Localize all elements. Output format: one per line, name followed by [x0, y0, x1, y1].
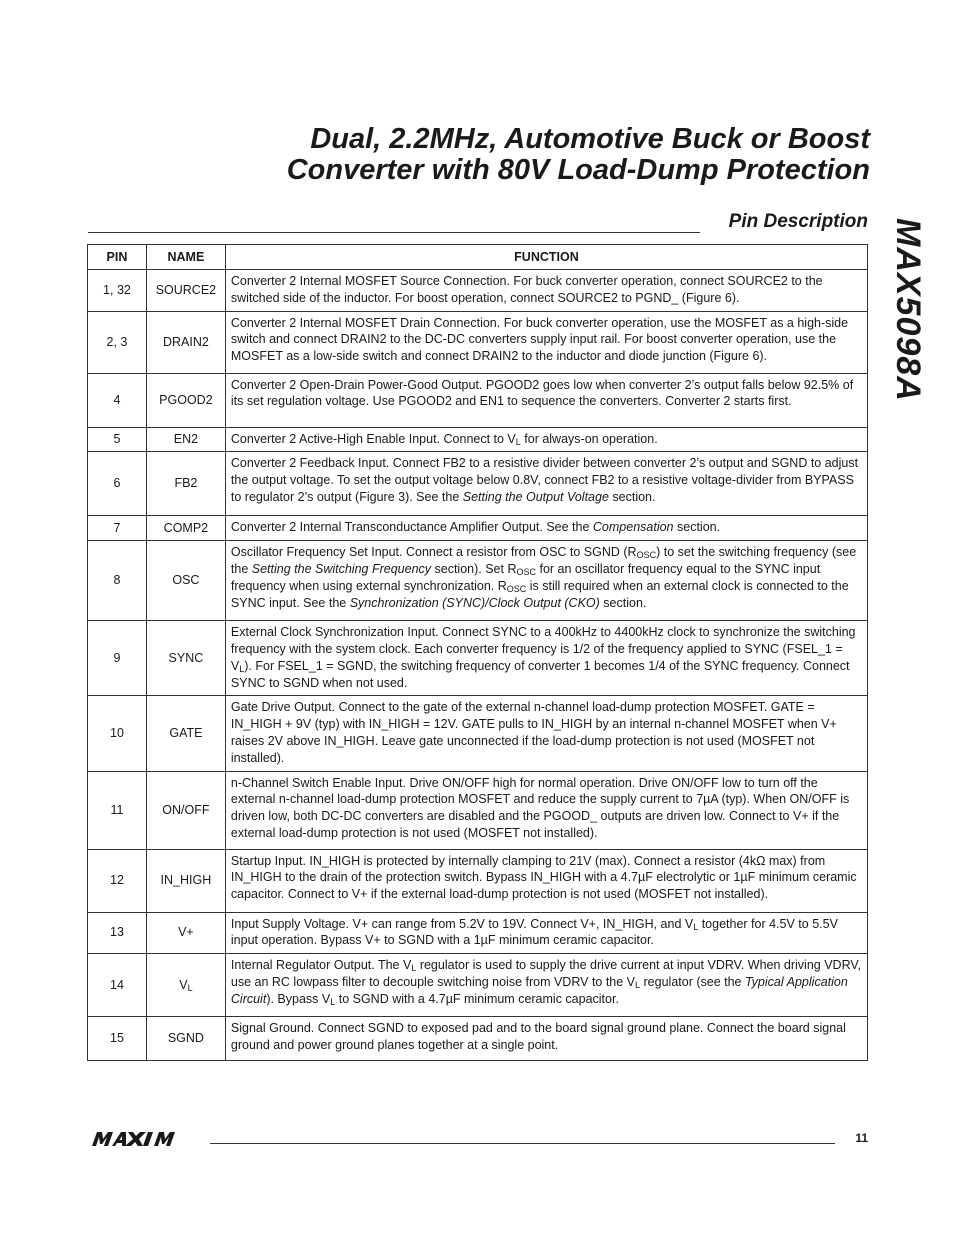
table-row — [88, 1017, 868, 1061]
pin-name: FB2 — [146, 452, 225, 516]
pin-number: 7 — [88, 516, 147, 541]
pin-name: ON/OFF — [146, 771, 225, 849]
table-row — [88, 541, 868, 621]
pin-number: 2, 3 — [88, 311, 147, 373]
table-row — [88, 373, 868, 427]
page-number: 11 — [855, 1131, 868, 1145]
pin-function: Signal Ground. Connect SGND to exposed pad and to the board signal ground plane. Connect the board signal ground and power ground planes together at a single point. — [225, 1017, 867, 1061]
pin-number: 12 — [88, 849, 147, 912]
pin-function: External Clock Synchronization Input. Connect SYNC to a 400kHz to 4400kHz clock to synchronize the switching frequency with the system clock. Each converter frequency is 1/2 of the frequency applied to SYNC (FSEL_1 = $V_L$). For FSEL_1 = SGND, the switching frequency of converter 1 becomes 1/4 of the SYNC frequency. Connect SYNC to SGND when not used. — [225, 621, 867, 696]
pin-name: IN_HIGH — [146, 849, 225, 912]
column-header-function: FUNCTION — [225, 245, 867, 270]
table-row — [88, 311, 868, 373]
pin-number: 13 — [88, 912, 147, 954]
maxim-logo — [88, 1130, 200, 1153]
pin-function: Converter 2 Internal MOSFET Drain Connection. For buck converter operation, use the MOSFET as a high-side switch and connect DRAIN2 to the DC-DC converters supply input rail. For boost converter operation, use the MOSFET as a low-side switch and connect DRAIN2 to the inductor and diode junction (Figure 6). — [225, 311, 867, 373]
column-header-name: NAME — [146, 245, 225, 270]
footer-divider — [210, 1143, 835, 1144]
pin-function: Internal Regulator Output. The $V_L$ regulator is used to supply the drive current at input VDRV. When driving VDRV, use an RC lowpass filter to decouple switching noise from VDRV to the $V_L$ regulator (see the Typical Application Circuit). Bypass $V_L$ to SGND with a 4.7µF minimum ceramic capacitor. — [225, 954, 867, 1017]
pin-name: DRAIN2 — [146, 311, 225, 373]
pin-number: 10 — [88, 696, 147, 771]
pin-function: Converter 2 Feedback Input. Connect FB2 to a resistive divider between converter 2’s output and SGND to adjust the output voltage. To set the output voltage below 0.8V, connect FB2 to a resistive voltage-divider from BYPASS to regulator 2’s output (Figure 3). See the Setting the Output Voltage section. — [225, 452, 867, 516]
pin-function: Converter 2 Internal MOSFET Source Connection. For buck converter operation, connect SOURCE2 to the switched side of the inductor. For boost operation, connect SOURCE2 to PGND_ (Figure 6). — [225, 270, 867, 312]
pin-description-table — [87, 244, 868, 1061]
pin-name: SGND — [146, 1017, 225, 1061]
column-header-pin: PIN — [88, 245, 147, 270]
pin-name: V+ — [146, 912, 225, 954]
pin-number: 8 — [88, 541, 147, 621]
pin-function: Startup Input. IN_HIGH is protected by internally clamping to 21V (max). Connect a resistor (4kΩ max) from IN_HIGH to the drain of the protection switch. Bypass IN_HIGH with a 4.7µF electrolytic or 1µF minimum ceramic capacitor. Connect to V+ if the external load-dump protection is not used (MOSFET not installed). — [225, 849, 867, 912]
table-row — [88, 696, 868, 771]
pin-name: $V_L$ — [146, 954, 225, 1017]
pin-number: 9 — [88, 621, 147, 696]
pin-function: Converter 2 Active-High Enable Input. Connect to $V_L$ for always-on operation. — [225, 427, 867, 452]
pin-function: Oscillator Frequency Set Input. Connect a resistor from OSC to SGND $(R_{OSC})$ to set the switching frequency (see the Setting the Switching Frequency section). Set $R_{OSC}$ for an oscillator frequency equal to the SYNC input frequency when using external synchronization. $R_{OSC}$ is still required when an external clock is connected to the SYNC input. See the Synchronization (SYNC)/Clock Output (CKO) section. — [225, 541, 867, 621]
pin-number: 1, 32 — [88, 270, 147, 312]
pin-name: GATE — [146, 696, 225, 771]
title-line-1: Dual, 2.2MHz, Automotive Buck or Boost — [310, 123, 870, 155]
table-row — [88, 912, 868, 954]
pin-function: Converter 2 Internal Transconductance Amplifier Output. See the Compensation section. — [225, 516, 867, 541]
table-row — [88, 621, 868, 696]
table-row — [88, 516, 868, 541]
pin-number: 6 — [88, 452, 147, 516]
pin-number: 15 — [88, 1017, 147, 1061]
pin-number: 11 — [88, 771, 147, 849]
page-title — [90, 124, 870, 186]
pin-number: 5 — [88, 427, 147, 452]
title-line-2: Converter with 80V Load-Dump Protection — [286, 154, 870, 186]
pin-function: Converter 2 Open-Drain Power-Good Output. PGOOD2 goes low when converter 2’s output falls below 92.5% of its set regulation voltage. Use PGOOD2 and EN1 to sequence the converters. Converter 2 starts first. — [225, 373, 867, 427]
section-title: Pin Description — [728, 211, 868, 232]
pin-function: n-Channel Switch Enable Input. Drive ON/OFF high for normal operation. Drive ON/OFF low to turn off the external n-channel load-dump protection MOSFET and reduce the supply current to 7µA (typ). When ON/OFF is driven low, both DC-DC converters are disabled and the PGOOD_ outputs are driven low. Connect to V+ if the external load-dump protection is not used (MOSFET not installed). — [225, 771, 867, 849]
table-header-row — [88, 245, 868, 270]
pin-name: EN2 — [146, 427, 225, 452]
pin-number: 4 — [88, 373, 147, 427]
pin-number: 14 — [88, 954, 147, 1017]
table-row — [88, 771, 868, 849]
table-row — [88, 954, 868, 1017]
pin-name: OSC — [146, 541, 225, 621]
table-row — [88, 270, 868, 312]
pin-name: COMP2 — [146, 516, 225, 541]
pin-name: SYNC — [146, 621, 225, 696]
pin-name: PGOOD2 — [146, 373, 225, 427]
pin-function: Input Supply Voltage. V+ can range from 5.2V to 19V. Connect V+, IN_HIGH, and $V_L$ together for 4.5V to 5.5V input operation. Bypass V+ to SGND with a 1µF minimum ceramic capacitor. — [225, 912, 867, 954]
side-part-number: MAX5098A — [889, 218, 927, 402]
table-row — [88, 452, 868, 516]
table-row — [88, 427, 868, 452]
pin-function: Gate Drive Output. Connect to the gate of the external n-channel load-dump protection MOSFET. GATE = IN_HIGH + 9V (typ) with IN_HIGH = 12V. GATE pulls to IN_HIGH by an internal n-channel MOSFET when V+ raises 2V above IN_HIGH. Leave gate unconnected if the load-dump protection is not used (MOSFET not installed). — [225, 696, 867, 771]
table-row — [88, 849, 868, 912]
pin-name: SOURCE2 — [146, 270, 225, 312]
section-divider — [88, 232, 700, 233]
